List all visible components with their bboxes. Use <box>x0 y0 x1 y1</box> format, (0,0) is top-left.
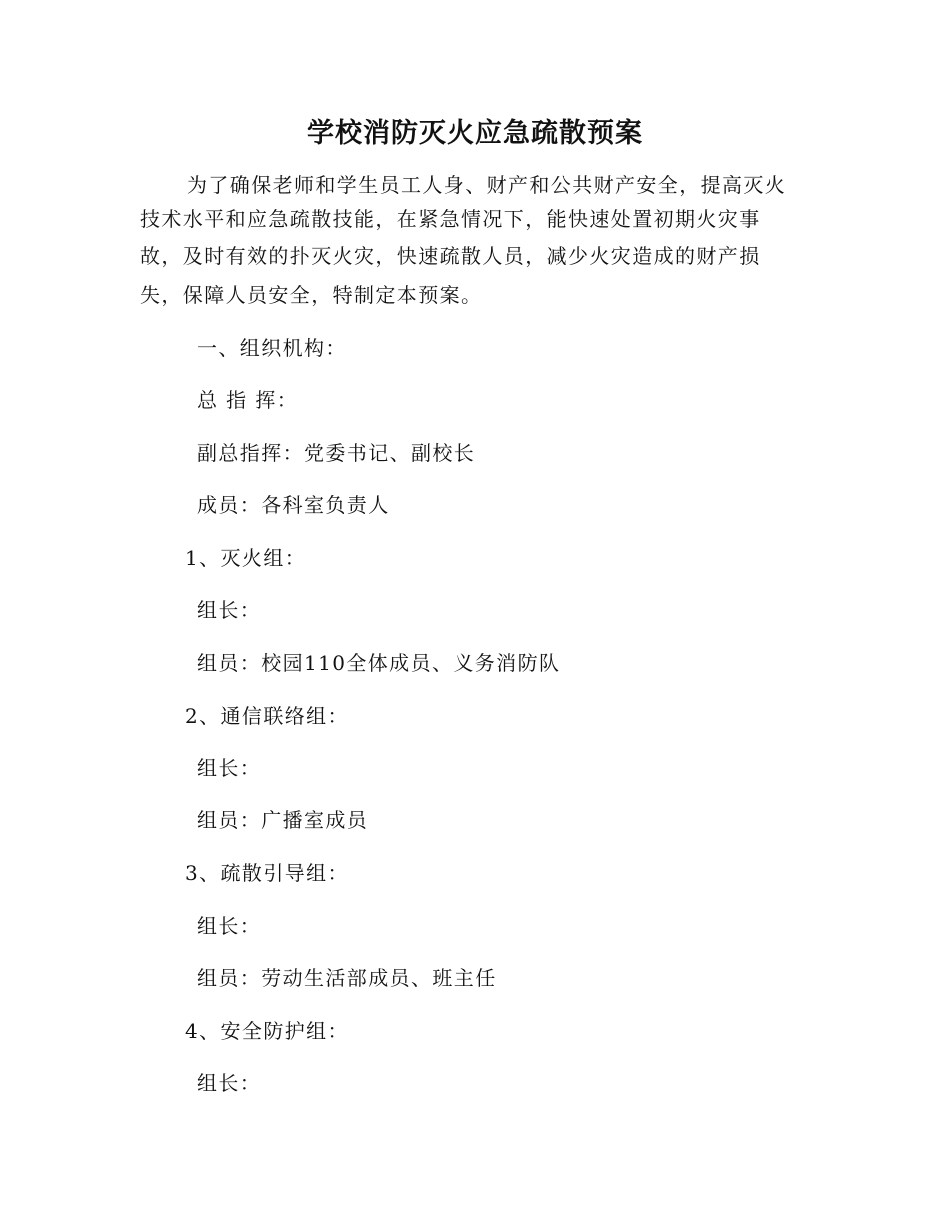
intro-line: 故，及时有效的扑灭火灾，快速疏散人员，减少火灾造成的财产损 <box>140 244 761 268</box>
document-title: 学校消防灭火应急疏散预案 <box>307 118 643 149</box>
intro-line: 技术水平和应急疏散技能，在紧急情况下，能快速处置初期火灾事 <box>140 207 761 231</box>
intro-line: 失，保障人员安全，特制定本预案。 <box>140 283 483 307</box>
list-item: 总 指 挥： <box>197 388 299 412</box>
list-item: 组长： <box>197 914 262 938</box>
list-item: 组长： <box>197 756 262 780</box>
list-item: 组长： <box>197 598 262 622</box>
list-item: 成员：各科室负责人 <box>197 493 390 517</box>
group-heading: 1、灭火组： <box>185 546 307 570</box>
intro-line: 为了确保老师和学生员工人身、财产和公共财产安全，提高灭火 <box>187 173 787 197</box>
group-heading: 2、通信联络组： <box>185 704 349 728</box>
list-item: 组长： <box>197 1071 262 1095</box>
list-item: 组员：广播室成员 <box>197 808 369 832</box>
group-heading: 4、安全防护组： <box>185 1019 349 1043</box>
section-heading: 一、组织机构： <box>197 336 347 360</box>
list-item: 组员：劳动生活部成员、班主任 <box>197 966 497 990</box>
list-item: 组员：校园110全体成员、义务消防队 <box>197 651 561 675</box>
list-item: 副总指挥：党委书记、副校长 <box>197 441 476 465</box>
group-heading: 3、疏散引导组： <box>185 861 349 885</box>
